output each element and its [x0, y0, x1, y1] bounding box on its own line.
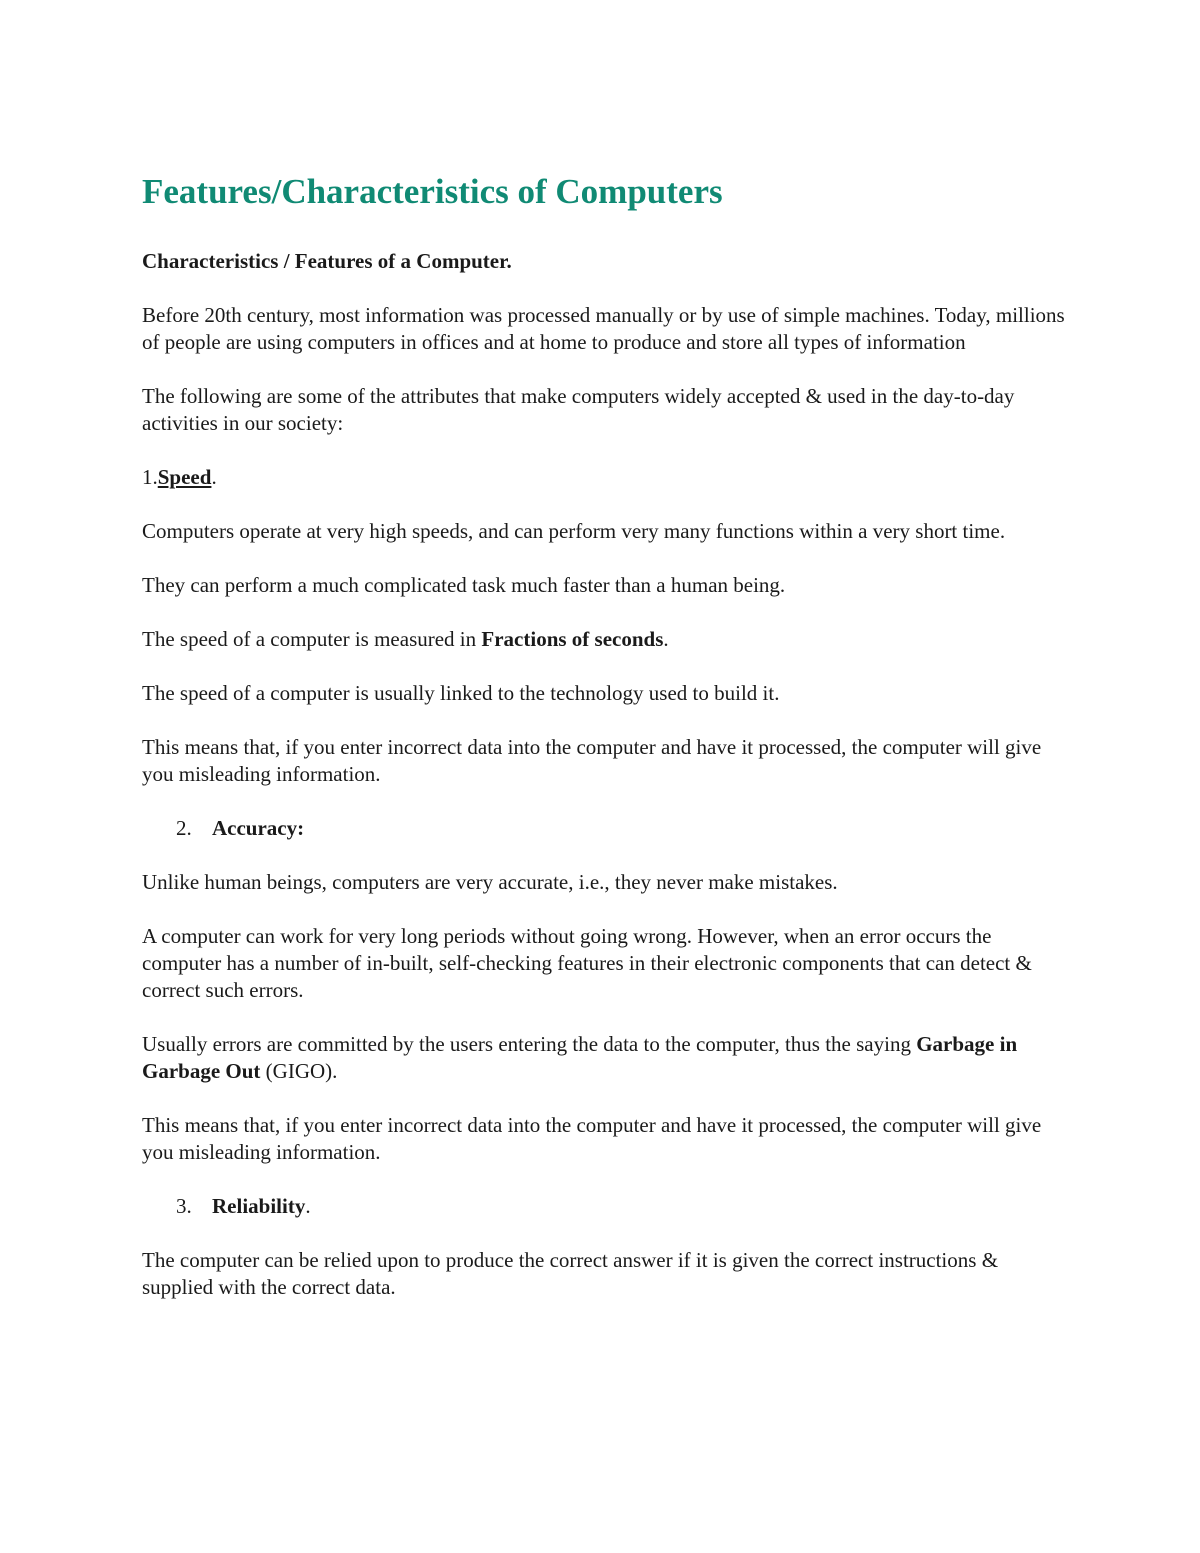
intro-paragraph-1: Before 20th century, most information was processed manually or by use of simple machines. Today, millions of people are using computers in offices and at home to produce and store all types of information: [142, 303, 1065, 354]
speed-heading-label: Speed: [157, 465, 212, 489]
speed-paragraph-5: This means that, if you enter incorrect data into the computer and have it processed, the computer will give you misleading information.: [142, 735, 1042, 786]
reliability-heading: [142, 1193, 1067, 1220]
accuracy-number: 2.: [176, 816, 192, 840]
accuracy-p3-text: Usually errors are committed by the users entering the data to the computer, thus the saying: [142, 1032, 917, 1056]
accuracy-paragraph-1: Unlike human beings, computers are very accurate, i.e., they never make mistakes.: [142, 870, 838, 894]
speed-paragraph-1: Computers operate at very high speeds, and can perform very many functions within a very short time.: [142, 519, 1006, 543]
accuracy-paragraph-3: [142, 1031, 1067, 1085]
speed-paragraph-3: [142, 626, 1067, 653]
speed-p3-text: The speed of a computer is measured in: [142, 627, 482, 651]
accuracy-p3-end: (GIGO).: [260, 1059, 338, 1083]
speed-paragraph-2: They can perform a much complicated task much faster than a human being.: [142, 573, 786, 597]
reliability-heading-label: Reliability: [212, 1194, 306, 1218]
document-title: Features/Characteristics of Computers: [142, 172, 723, 211]
accuracy-paragraph-4: This means that, if you enter incorrect data into the computer and have it processed, the computer will give you misleading information.: [142, 1113, 1042, 1164]
accuracy-paragraph-2: A computer can work for very long periods without going wrong. However, when an error occurs the computer has a number of in-built, self-checking features in their electronic components that can detect & correct such errors.: [142, 924, 1032, 1002]
speed-p3-end: .: [663, 627, 669, 651]
speed-paragraph-4: The speed of a computer is usually linked to the technology used to build it.: [142, 681, 780, 705]
speed-heading: [142, 464, 1067, 491]
document-page: [142, 170, 1067, 1328]
accuracy-p3-bold: Garbage in Garbage Out: [142, 1032, 1018, 1083]
section-subtitle: Characteristics / Features of a Computer.: [142, 249, 512, 273]
intro-paragraph-2: The following are some of the attributes that make computers widely accepted & used in the day-to-day activities in our society:: [142, 384, 1015, 435]
speed-heading-suffix: .: [211, 465, 217, 489]
accuracy-heading: [142, 815, 1067, 842]
reliability-number: 3.: [176, 1194, 192, 1218]
accuracy-heading-label: Accuracy:: [212, 816, 305, 840]
reliability-paragraph-1: The computer can be relied upon to produce the correct answer if it is given the correct instructions & supplied with the correct data.: [142, 1248, 999, 1299]
reliability-heading-suffix: .: [305, 1194, 311, 1218]
speed-number: 1.: [142, 465, 158, 489]
speed-p3-bold: Fractions of seconds: [481, 627, 664, 651]
